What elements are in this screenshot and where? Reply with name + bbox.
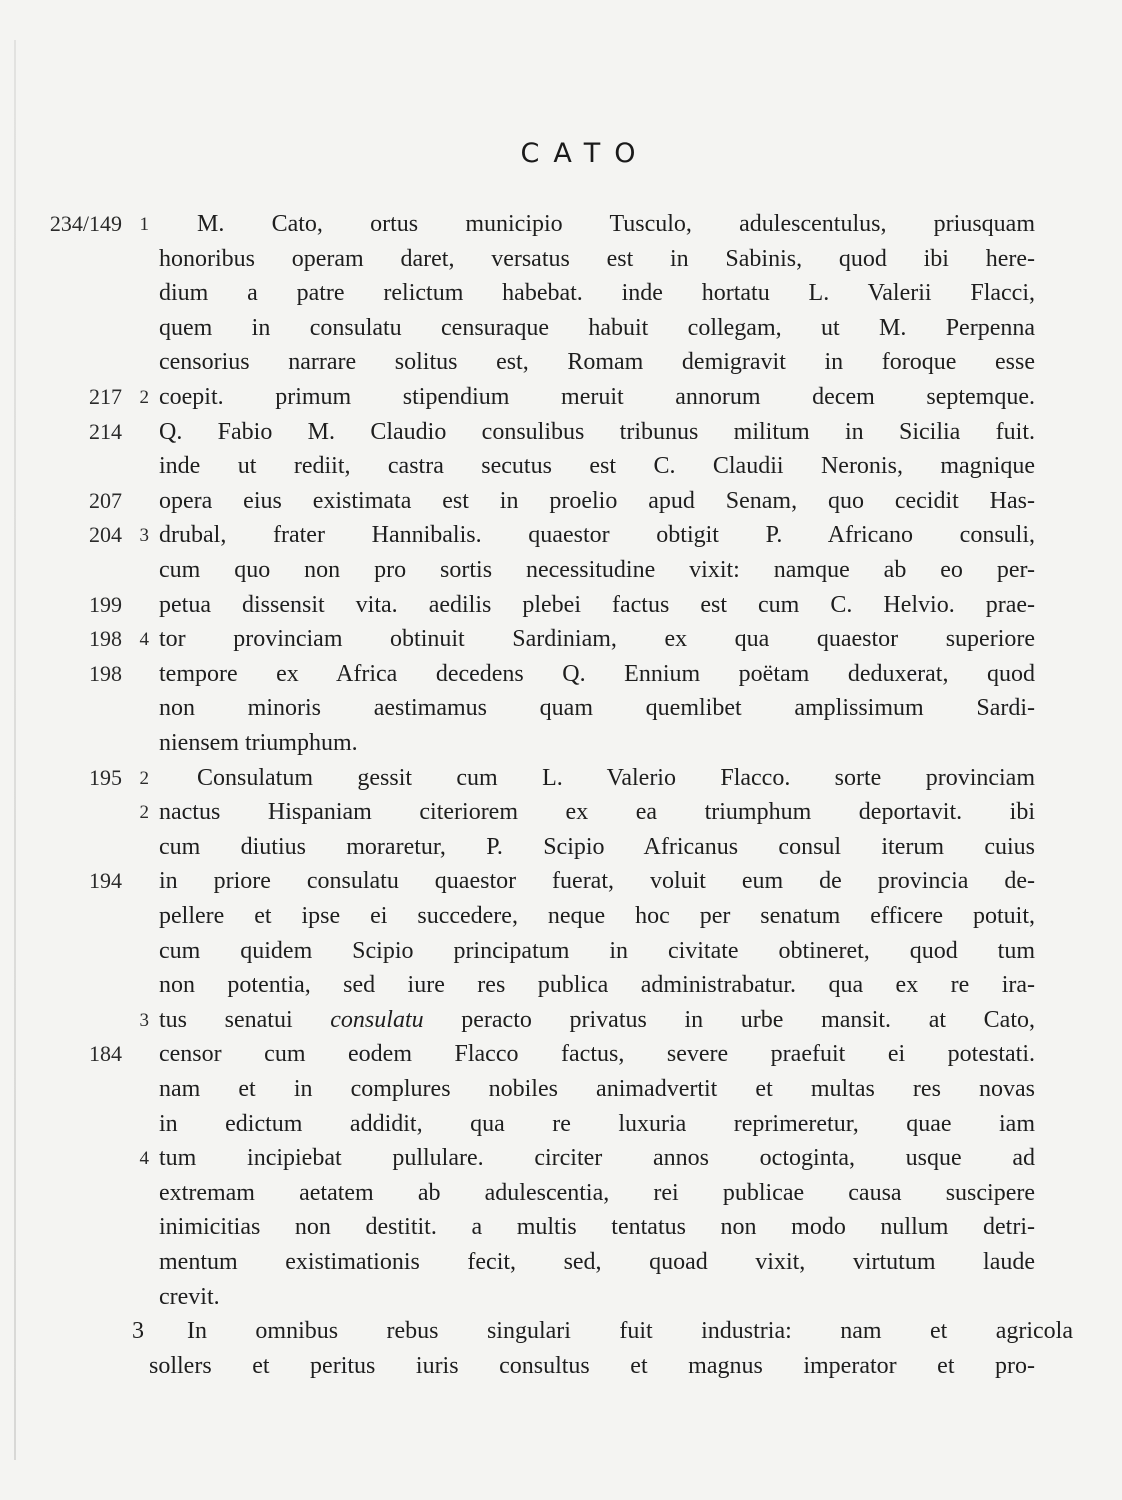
- section-number: 3: [132, 1318, 144, 1345]
- line-text: sollers et peritus iuris consultus et magnus imperator et pro-: [149, 1352, 1035, 1379]
- line-text: pellere et ipse ei succedere, neque hoc per senatum efficere potuit,: [159, 903, 1035, 929]
- text-line: [0, 795, 1122, 829]
- line-text: crevit.: [159, 1283, 220, 1310]
- text-line: [0, 1176, 1122, 1210]
- line-text: Consulatum gessit cum L. Valerio Flacco. sorte provinciam: [197, 764, 1035, 791]
- line-text: tor provinciam obtinuit Sardiniam, ex qua quaestor superiore: [159, 626, 1035, 653]
- line-text: nam et in complures nobiles animadvertit et multas res novas: [159, 1076, 1035, 1102]
- text-line: [0, 1003, 1122, 1037]
- text-line: [0, 553, 1122, 587]
- text-line: [0, 588, 1122, 622]
- line-text-part: tus senatui: [159, 1006, 331, 1033]
- year-marker: 198: [89, 660, 122, 686]
- text-line: [0, 1037, 1122, 1071]
- line-text: censor cum eodem Flacco factus, severe praefuit ei potestati.: [159, 1041, 1035, 1068]
- line-text: mentum existimationis fecit, sed, quoad vixit, virtutum laude: [159, 1249, 1035, 1275]
- line-text: [159, 1003, 1035, 1037]
- chapter-number: 4: [139, 1148, 149, 1170]
- line-text: in priore consulatu quaestor fuerat, voluit eum de provincia de-: [159, 868, 1035, 895]
- line-text: censorius narrare solitus est, Romam demigravit in foroque esse: [159, 349, 1035, 376]
- text-line: [0, 622, 1122, 656]
- text-line: [0, 1072, 1122, 1106]
- year-marker: 214: [89, 418, 122, 444]
- line-text: In omnibus rebus singulari fuit industria: nam et agricola: [187, 1318, 1073, 1345]
- chapter-number: 1: [139, 214, 149, 235]
- year-marker: 234/149: [49, 211, 122, 236]
- year-marker: 204: [89, 522, 122, 548]
- text-line: [0, 899, 1122, 933]
- line-text: quem in consulatu censuraque habuit collegam, ut M. Perpenna: [159, 314, 1035, 341]
- italic-word: consulatu: [330, 1006, 424, 1033]
- line-text: extremam aetatem ab adulescentia, rei publicae causa suscipere: [159, 1179, 1035, 1206]
- year-marker: 184: [89, 1041, 122, 1067]
- text-line: [0, 1141, 1122, 1175]
- text-line: [0, 1280, 1122, 1314]
- chapter-number: 2: [139, 802, 149, 824]
- line-text: in edictum addidit, qua re luxuria reprimeretur, quae iam: [159, 1110, 1035, 1137]
- line-text: cum quidem Scipio principatum in civitate obtineret, quod tum: [159, 937, 1035, 964]
- line-text: petua dissensit vita. aedilis plebei factus est cum C. Helvio. prae-: [159, 591, 1035, 618]
- line-text: honoribus operam daret, versatus est in Sabinis, quod ibi here-: [159, 245, 1035, 272]
- text-line: [0, 761, 1122, 795]
- text-line: [0, 484, 1122, 518]
- chapter-number: 3: [139, 525, 149, 547]
- line-text: inde ut rediit, castra secutus est C. Claudii Neronis, magnique: [159, 453, 1035, 480]
- year-marker: 198: [89, 626, 122, 652]
- line-text: non potentia, sed iure res publica administrabatur. qua ex re ira-: [159, 972, 1035, 999]
- text-line: [0, 380, 1122, 414]
- text-line: [0, 415, 1122, 449]
- text-line: [0, 934, 1122, 968]
- line-text: cum quo non pro sortis necessitudine vixit: namque ab eo per-: [159, 557, 1035, 583]
- line-text: non minoris aestimamus quam quemlibet amplissimum Sardi-: [159, 695, 1035, 722]
- text-line: [0, 968, 1122, 1002]
- line-text: drubal, frater Hannibalis. quaestor obtigit P. Africano consuli,: [159, 522, 1035, 549]
- line-text: nactus Hispaniam citeriorem ex ea triumphum deportavit. ibi: [159, 799, 1035, 826]
- line-text: coepit. primum stipendium meruit annorum decem septemque.: [159, 384, 1035, 410]
- text-line: [0, 242, 1122, 276]
- text-line: [0, 518, 1122, 552]
- line-text: tum incipiebat pullulare. circiter annos octoginta, usque ad: [159, 1145, 1035, 1172]
- text-line: [0, 276, 1122, 310]
- year-marker: 207: [89, 487, 122, 513]
- text-line: [0, 1210, 1122, 1244]
- line-text: cum diutius moraretur, P. Scipio Africanus consul iterum cuius: [159, 833, 1035, 860]
- text-line: [0, 726, 1122, 760]
- chapter-title: CATO: [520, 138, 650, 169]
- text-line: [0, 691, 1122, 725]
- text-line: [0, 345, 1122, 379]
- line-text: M. Cato, ortus municipio Tusculo, adulescentulus, priusquam: [197, 211, 1035, 237]
- chapter-number: 4: [139, 629, 149, 651]
- text-line: [0, 449, 1122, 483]
- year-marker: 199: [89, 591, 122, 617]
- line-text: niensem triumphum.: [159, 730, 358, 756]
- year-marker: 195: [89, 764, 122, 790]
- year-marker: 217: [89, 384, 122, 409]
- year-marker: 194: [89, 868, 122, 894]
- text-line: [0, 207, 1122, 241]
- text-line: [0, 311, 1122, 345]
- text-line: [0, 864, 1122, 898]
- chapter-number: 2: [139, 387, 149, 408]
- text-line: [0, 1245, 1122, 1279]
- text-line: [0, 657, 1122, 691]
- text-line: [0, 830, 1122, 864]
- text-line: [0, 1349, 1122, 1383]
- text-line: [0, 1107, 1122, 1141]
- line-text: tempore ex Africa decedens Q. Ennium poëtam deduxerat, quod: [159, 660, 1035, 687]
- line-text: inimicitias non destitit. a multis tentatus non modo nullum detri-: [159, 1214, 1035, 1241]
- line-text: Q. Fabio M. Claudio consulibus tribunus militum in Sicilia fuit.: [159, 418, 1035, 445]
- chapter-number: 2: [139, 767, 149, 789]
- line-text-part: peracto privatus in urbe mansit. at Cato,: [423, 1006, 1035, 1033]
- line-text: dium a patre relictum habebat. inde hortatu L. Valerii Flacci,: [159, 280, 1035, 307]
- line-text: opera eius existimata est in proelio apud Senam, quo cecidit Has-: [159, 487, 1035, 514]
- text-line: [0, 1314, 1122, 1348]
- chapter-number: 3: [139, 1009, 149, 1031]
